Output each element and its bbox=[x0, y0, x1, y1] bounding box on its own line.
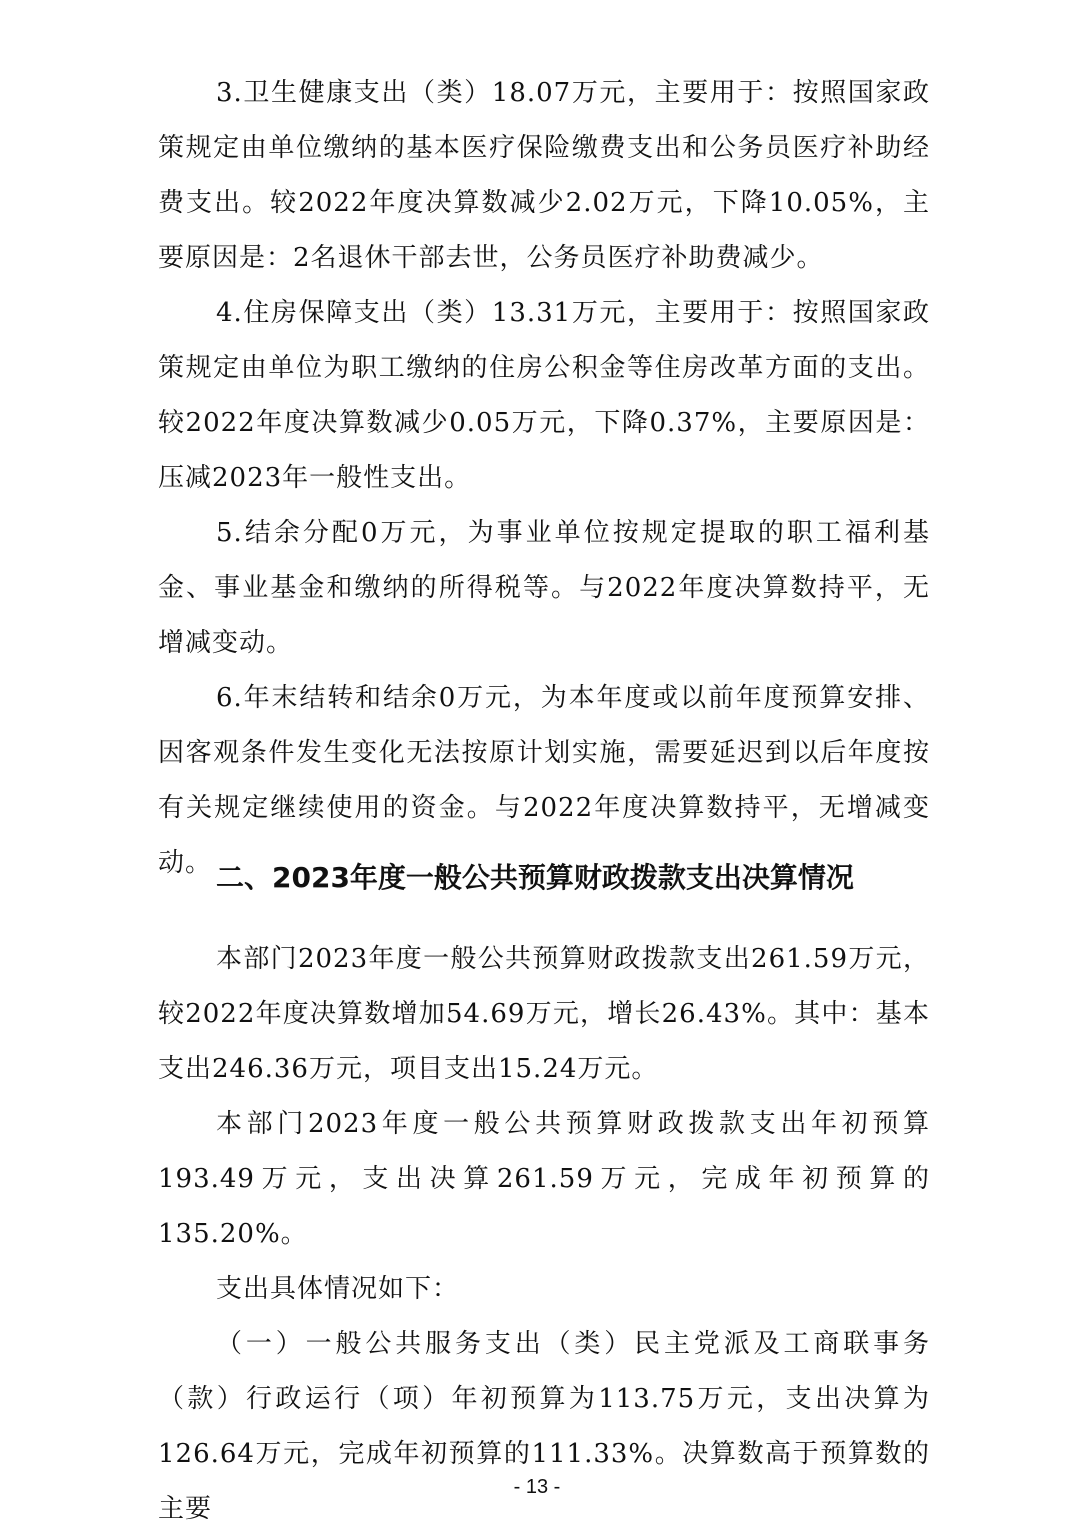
item-health-expenditure: 3.卫生健康支出（类）18.07万元，主要用于：按照国家政策规定由单位缴纳的基本医疗保险缴费支出和公务员医疗补助经费支出。较2022年度决算数减少2.02万元，下降10.05%，主要原因是：2名退休干部去世，公务员医疗补助费减少。 bbox=[158, 78, 930, 273]
paragraph-details-intro: 支出具体情况如下： bbox=[216, 1274, 460, 1304]
section-two-heading: 二、2023年度一般公共预算财政拨款支出决算情况 bbox=[216, 861, 854, 894]
item-housing-expenditure: 4.住房保障支出（类）13.31万元，主要用于：按照国家政策规定由单位为职工缴纳的住房公积金等住房改革方面的支出。较2022年度决算数减少0.05万元，下降0.37%，主要原因是：压减2023年一般性支出。 bbox=[158, 298, 930, 493]
item-year-end-carryover: 6.年末结转和结余0万元，为本年度或以前年度预算安排、因客观条件发生变化无法按原计划实施，需要延迟到以后年度按有关规定继续使用的资金。与2022年度决算数持平，无增减变动。 bbox=[158, 683, 930, 878]
paragraph-total-expenditure: 本部门2023年度一般公共预算财政拨款支出261.59万元，较2022年度决算数增加54.69万元，增长26.43%。其中：基本支出246.36万元，项目支出15.24万元。 bbox=[158, 944, 930, 1084]
paragraph-budget-completion: 本部门2023年度一般公共预算财政拨款支出年初预算193.49万元，支出决算261.59万元，完成年初预算的135.20%。 bbox=[158, 1109, 930, 1249]
page-number: - 13 - bbox=[513, 1476, 561, 1498]
paragraph-general-public-services: （一）一般公共服务支出（类）民主党派及工商联事务（款）行政运行（项）年初预算为113.75万元，支出决算为126.64万元，完成年初预算的111.33%。决算数高于预算数的主要 bbox=[158, 1329, 930, 1524]
item-surplus-distribution: 5.结余分配0万元，为事业单位按规定提取的职工福利基金、事业基金和缴纳的所得税等。与2022年度决算数持平，无增减变动。 bbox=[158, 518, 930, 658]
section-two-body bbox=[158, 932, 930, 1537]
section-one-items bbox=[158, 66, 930, 891]
